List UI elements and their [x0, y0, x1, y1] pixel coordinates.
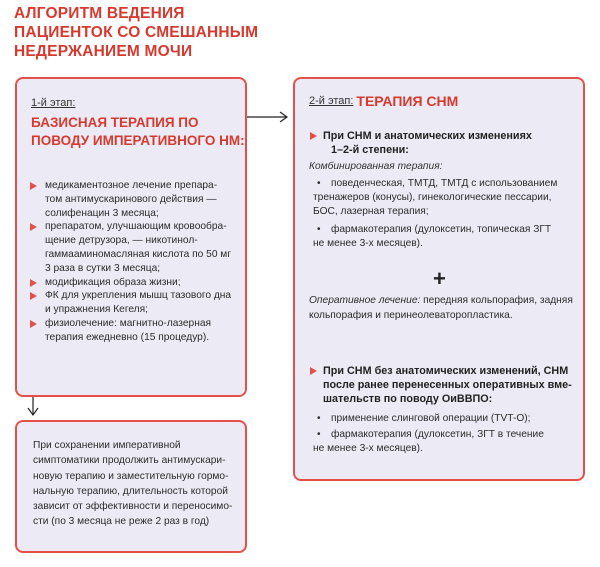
stage1-list [29, 179, 241, 345]
followup-line: При сохранении императивной [33, 440, 181, 451]
triangle-bullet-icon [30, 279, 37, 287]
list-item-line: модификация образа жизни; [45, 276, 181, 288]
plus-icon: + [433, 266, 446, 291]
dot-bullet-icon: • [317, 428, 321, 440]
operative-treatment [309, 293, 579, 323]
list-item-line: препаратом, улучшающим кровообра- [45, 221, 227, 233]
followup-line: симптоматики продолжить антимускари- [33, 455, 226, 467]
list-item-line: щение детрузора, — никотинол- [45, 235, 198, 247]
stage2-box [293, 77, 585, 481]
list-item-line: и упражнения Кегеля; [45, 304, 148, 316]
list-item-line: фармакотерапия (дулоксетин, топическая ЗГТ [331, 224, 552, 236]
operative-text: передняя кольпорафия, задняя [420, 295, 573, 306]
list-item [313, 177, 581, 218]
list-item [29, 276, 241, 290]
list-item [29, 220, 241, 275]
section-title-line: после ранее перенесенных оперативных вме- [323, 379, 572, 391]
list-item-line: физиолечение: магнитно-лазерная [45, 317, 212, 329]
list-item [29, 317, 241, 345]
triangle-bullet-icon [310, 367, 317, 375]
list-item-line: тренажеров (конусы), гинекологические пессарии, [313, 191, 552, 203]
combined-therapy-label: Комбинированная терапия: [309, 161, 443, 172]
list-item-line: БОС, лазерная терапия; [313, 205, 429, 217]
list-item-line: не менее 3-х месяцев). [313, 442, 423, 454]
section1-title [309, 129, 532, 157]
list-item-line: том антимускаринового действия — [45, 193, 217, 205]
dot-bullet-icon: • [317, 413, 321, 424]
title-line: НЕДЕРЖАНИЕМ МОЧИ [14, 43, 193, 60]
list-item [313, 428, 581, 456]
section-title-line: шательств по поводу ОиВВПО: [323, 393, 493, 405]
section2-list [313, 412, 581, 455]
stage1-heading-line: ПОВОДУ ИМПЕРАТИВНОГО НМ: [31, 133, 245, 148]
operative-line: кольпорафия и перинеолеваторопластика. [309, 310, 513, 321]
followup-box [15, 420, 247, 553]
section-title-line: При СНМ и анатомических изменениях [323, 130, 532, 142]
list-item [29, 289, 241, 317]
followup-line: новую терапию и заместительную гормо- [33, 470, 229, 482]
stage2-label: 2-й этап: [309, 95, 354, 107]
list-item-line: ФК для укрепления мышц тазового дна [45, 290, 232, 302]
section-title-line: 1–2-й степени: [331, 144, 409, 156]
list-item [313, 412, 581, 426]
operative-label: Оперативное лечение: [309, 295, 421, 306]
list-item-line: применение слинговой операции (TVT-O); [331, 413, 531, 424]
list-item-line: фармакотерапия (дулоксетин, ЗГТ в течение [331, 428, 544, 440]
list-item-line: терапия ежедневно (15 процедур). [45, 331, 210, 343]
list-item-line: не менее 3-х месяцев). [313, 238, 423, 250]
operative-line [309, 293, 579, 308]
followup-line: сти (по 3 месяца не реже 2 раз в год) [33, 516, 210, 528]
stage1-box [15, 77, 247, 397]
list-item [29, 179, 241, 220]
triangle-bullet-icon [30, 320, 37, 328]
dot-bullet-icon: • [317, 224, 321, 236]
list-item [313, 223, 581, 251]
section-title-line: При СНМ без анатомических изменений, СНМ [323, 365, 569, 377]
triangle-bullet-icon [30, 223, 37, 231]
stage2-heading: ТЕРАПИЯ СНМ [356, 93, 459, 109]
list-item-line: 3 раза в сутки 3 месяца; [45, 262, 161, 274]
stage2-header [309, 93, 458, 111]
followup-text [33, 438, 238, 530]
section1-list [313, 177, 581, 251]
dot-bullet-icon: • [317, 178, 321, 189]
triangle-bullet-icon [30, 182, 37, 190]
stage1-heading [31, 114, 245, 150]
list-item-line: солифенацин 3 месяца; [45, 207, 159, 219]
stage1-label: 1-й этап: [31, 97, 76, 109]
followup-line: нальную терапию, длительность которой [33, 485, 228, 497]
section2-title [309, 364, 572, 406]
stage1-heading-line: БАЗИСНАЯ ТЕРАПИЯ ПО [31, 115, 199, 130]
list-item-line: поведенческая, ТМТД, ТМТД с использованием [331, 178, 558, 189]
triangle-bullet-icon [30, 292, 37, 300]
list-item-line: медикаментозное лечение препара- [45, 180, 218, 191]
title-line: АЛГОРИТМ ВЕДЕНИЯ [14, 5, 185, 22]
title-line: ПАЦИЕНТОК СО СМЕШАННЫМ [14, 24, 259, 41]
followup-line: зависит от эффективности и переносимо- [33, 501, 233, 513]
list-item-line: гаммааминомасляная кислота по 50 мг [45, 248, 232, 260]
triangle-bullet-icon [310, 132, 317, 140]
